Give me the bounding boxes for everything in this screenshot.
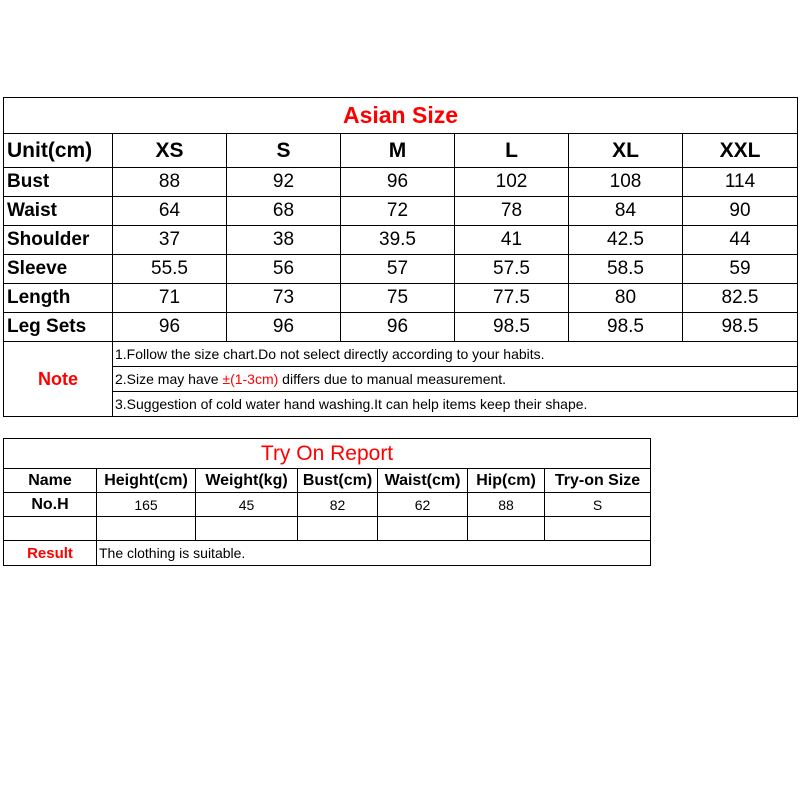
size-cell: 42.5 xyxy=(569,226,683,255)
note-line-2 xyxy=(113,367,798,392)
size-cell: 90 xyxy=(683,197,798,226)
size-cell: 98.5 xyxy=(683,313,798,342)
empty-cell xyxy=(378,517,468,541)
empty-cell xyxy=(196,517,298,541)
size-cell: 108 xyxy=(569,168,683,197)
size-cell: 88 xyxy=(113,168,227,197)
size-cell: 58.5 xyxy=(569,255,683,284)
result-text: The clothing is suitable. xyxy=(97,541,651,566)
size-cell: 38 xyxy=(227,226,341,255)
header-name: Name xyxy=(4,469,97,493)
row-label: Shoulder xyxy=(4,226,113,255)
size-cell: 75 xyxy=(341,284,455,313)
empty-cell xyxy=(468,517,545,541)
model-waist: 62 xyxy=(378,493,468,517)
note-line-2-prefix: 2.Size may have xyxy=(115,371,223,387)
try-on-title: Try On Report xyxy=(260,441,394,465)
size-cell: 96 xyxy=(227,313,341,342)
empty-cell xyxy=(97,517,196,541)
size-row-bust xyxy=(4,168,798,197)
row-label: Waist xyxy=(4,197,113,226)
size-row-shoulder xyxy=(4,226,798,255)
size-cell: 68 xyxy=(227,197,341,226)
size-cell: 72 xyxy=(341,197,455,226)
size-cell: 102 xyxy=(455,168,569,197)
size-row-waist xyxy=(4,197,798,226)
try-on-title-row xyxy=(4,439,651,469)
size-header-xl: XL xyxy=(569,134,683,168)
size-cell: 44 xyxy=(683,226,798,255)
size-cell: 84 xyxy=(569,197,683,226)
size-cell: 98.5 xyxy=(455,313,569,342)
note-line-1: 1.Follow the size chart.Do not select directly according to your habits. xyxy=(113,342,798,367)
unit-label: Unit(cm) xyxy=(4,134,113,168)
size-cell: 82.5 xyxy=(683,284,798,313)
note-row-3 xyxy=(4,392,798,417)
size-cell: 64 xyxy=(113,197,227,226)
header-weight: Weight(kg) xyxy=(196,469,298,493)
size-cell: 96 xyxy=(113,313,227,342)
try-on-data-row xyxy=(4,493,651,517)
size-cell: 59 xyxy=(683,255,798,284)
model-try-on-size: S xyxy=(545,493,651,517)
size-header-xxl: XXL xyxy=(683,134,798,168)
size-chart-title: Asian Size xyxy=(342,102,459,128)
note-line-2-range: ±(1-3cm) xyxy=(222,371,279,387)
size-chart-title-row xyxy=(4,98,798,134)
size-cell: 57 xyxy=(341,255,455,284)
size-cell: 73 xyxy=(227,284,341,313)
size-cell: 80 xyxy=(569,284,683,313)
size-row-sleeve xyxy=(4,255,798,284)
empty-cell xyxy=(4,517,97,541)
empty-cell xyxy=(298,517,378,541)
try-on-result-row xyxy=(4,541,651,566)
size-cell: 92 xyxy=(227,168,341,197)
empty-cell xyxy=(545,517,651,541)
size-header-m: M xyxy=(341,134,455,168)
header-height: Height(cm) xyxy=(97,469,196,493)
size-cell: 39.5 xyxy=(341,226,455,255)
note-line-3: 3.Suggestion of cold water hand washing.It can help items keep their shape. xyxy=(113,392,798,417)
size-cell: 96 xyxy=(341,168,455,197)
size-cell: 98.5 xyxy=(569,313,683,342)
result-label: Result xyxy=(4,541,97,566)
size-cell: 71 xyxy=(113,284,227,313)
header-try-on-size: Try-on Size xyxy=(545,469,651,493)
size-row-length xyxy=(4,284,798,313)
try-on-empty-row xyxy=(4,517,651,541)
model-bust: 82 xyxy=(298,493,378,517)
note-row-2 xyxy=(4,367,798,392)
size-cell: 114 xyxy=(683,168,798,197)
header-waist: Waist(cm) xyxy=(378,469,468,493)
size-cell: 78 xyxy=(455,197,569,226)
header-hip: Hip(cm) xyxy=(468,469,545,493)
model-height: 165 xyxy=(97,493,196,517)
size-header-l: L xyxy=(455,134,569,168)
row-label: Sleeve xyxy=(4,255,113,284)
note-line-2-suffix: differs due to manual measurement. xyxy=(278,371,507,387)
size-chart-table xyxy=(3,97,798,417)
row-label: Leg Sets xyxy=(4,313,113,342)
header-bust: Bust(cm) xyxy=(298,469,378,493)
model-hip: 88 xyxy=(468,493,545,517)
model-weight: 45 xyxy=(196,493,298,517)
try-on-header-row xyxy=(4,469,651,493)
size-cell: 57.5 xyxy=(455,255,569,284)
size-header-row xyxy=(4,134,798,168)
row-label: Bust xyxy=(4,168,113,197)
size-chart-title-cell xyxy=(4,98,798,134)
size-cell: 55.5 xyxy=(113,255,227,284)
try-on-report-table xyxy=(3,438,651,566)
model-name: No.H xyxy=(4,493,97,517)
size-cell: 77.5 xyxy=(455,284,569,313)
size-row-leg-sets xyxy=(4,313,798,342)
size-header-xs: XS xyxy=(113,134,227,168)
size-cell: 96 xyxy=(341,313,455,342)
note-row-1 xyxy=(4,342,798,367)
size-header-s: S xyxy=(227,134,341,168)
size-cell: 37 xyxy=(113,226,227,255)
row-label: Length xyxy=(4,284,113,313)
note-label: Note xyxy=(4,342,113,417)
try-on-title-cell xyxy=(4,439,651,469)
size-cell: 56 xyxy=(227,255,341,284)
size-cell: 41 xyxy=(455,226,569,255)
